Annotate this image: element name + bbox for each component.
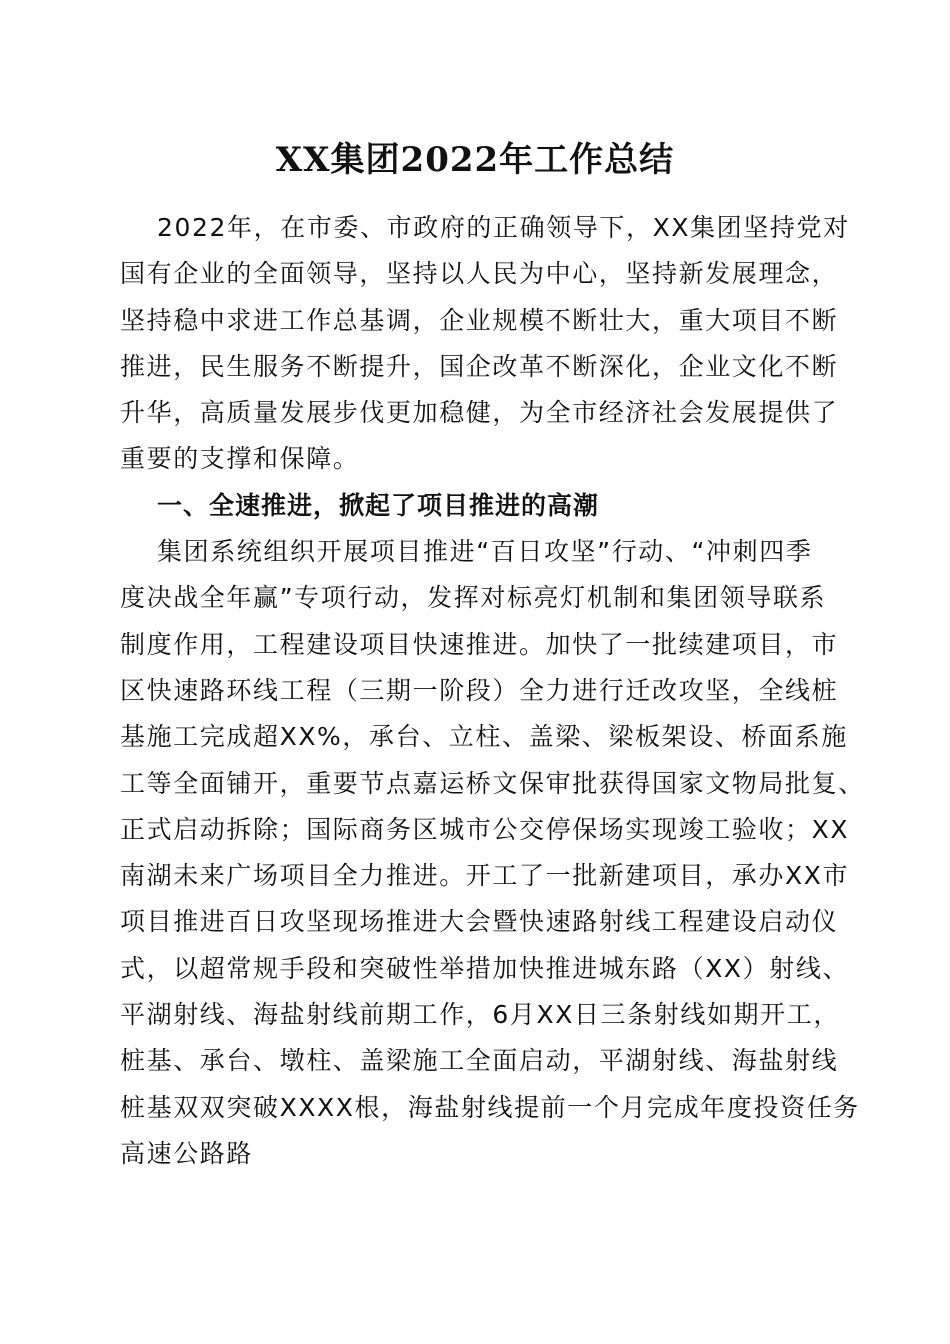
paragraph-line: 高速公路路	[120, 1138, 254, 1168]
paragraph-line: 桩基双双突破XXXX根，海盐射线提前一个月完成年度投资任务	[120, 1092, 860, 1122]
paragraph-line: 区快速路环线工程（三期一阶段）全力进行迁改攻坚，全线桩	[120, 675, 839, 705]
paragraph-line: 式，以超常规手段和突破性举措加快推进城东路（XX）射线、	[120, 953, 850, 983]
paragraph-line: 2022年，在市委、市政府的正确领导下，XX集团坚持党对	[157, 213, 850, 242]
paragraph-line: 升华，高质量发展步伐更加稳健，为全市经济社会发展提供了	[120, 398, 839, 428]
paragraph-line: 正式启动拆除；国际商务区城市公交停保场实现竣工验收；XX	[120, 814, 850, 844]
document-body	[120, 205, 865, 1177]
paragraph-line: 项目推进百日攻坚现场推进大会暨快速路射线工程建设启动仪	[120, 907, 839, 937]
paragraph-line: 平湖射线、海盐射线前期工作，6月XX日三条射线如期开工，	[120, 1000, 840, 1030]
paragraph-line: 推进，民生服务不断提升，国企改革不断深化，企业文化不断	[120, 351, 839, 381]
paragraph-line: 度决战全年赢”专项行动，发挥对标亮灯机制和集团领导联系	[120, 583, 827, 613]
section-paragraph	[120, 529, 865, 1177]
paragraph-line: 国有企业的全面领导，坚持以人民为中心，坚持新发展理念，	[120, 259, 839, 289]
paragraph-line: 重要的支撑和保障。	[120, 444, 360, 474]
paragraph-line: 工等全面铺开，重要节点嘉运桥文保审批获得国家文物局批复、	[120, 768, 865, 798]
paragraph-line: 桩基、承台、墩柱、盖梁施工全面启动，平湖射线、海盐射线	[120, 1046, 839, 1076]
paragraph-line: 基施工完成超XX%，承台、立柱、盖梁、梁板架设、桥面系施	[120, 722, 848, 752]
paragraph-line: 制度作用，工程建设项目快速推进。加快了一批续建项目，市	[120, 629, 839, 659]
intro-paragraph	[120, 205, 850, 483]
section-heading: 一、全速推进，掀起了项目推进的高潮	[157, 490, 600, 520]
paragraph-line: 集团系统组织开展项目推进“百日攻坚”行动、“冲刺四季	[157, 537, 813, 567]
paragraph-line: 南湖未来广场项目全力推进。开工了一批新建项目，承办XX市	[120, 861, 850, 891]
paragraph-line: 坚持稳中求进工作总基调，企业规模不断壮大，重大项目不断	[120, 305, 839, 335]
document-title: XX集团2022年工作总结	[275, 140, 675, 180]
